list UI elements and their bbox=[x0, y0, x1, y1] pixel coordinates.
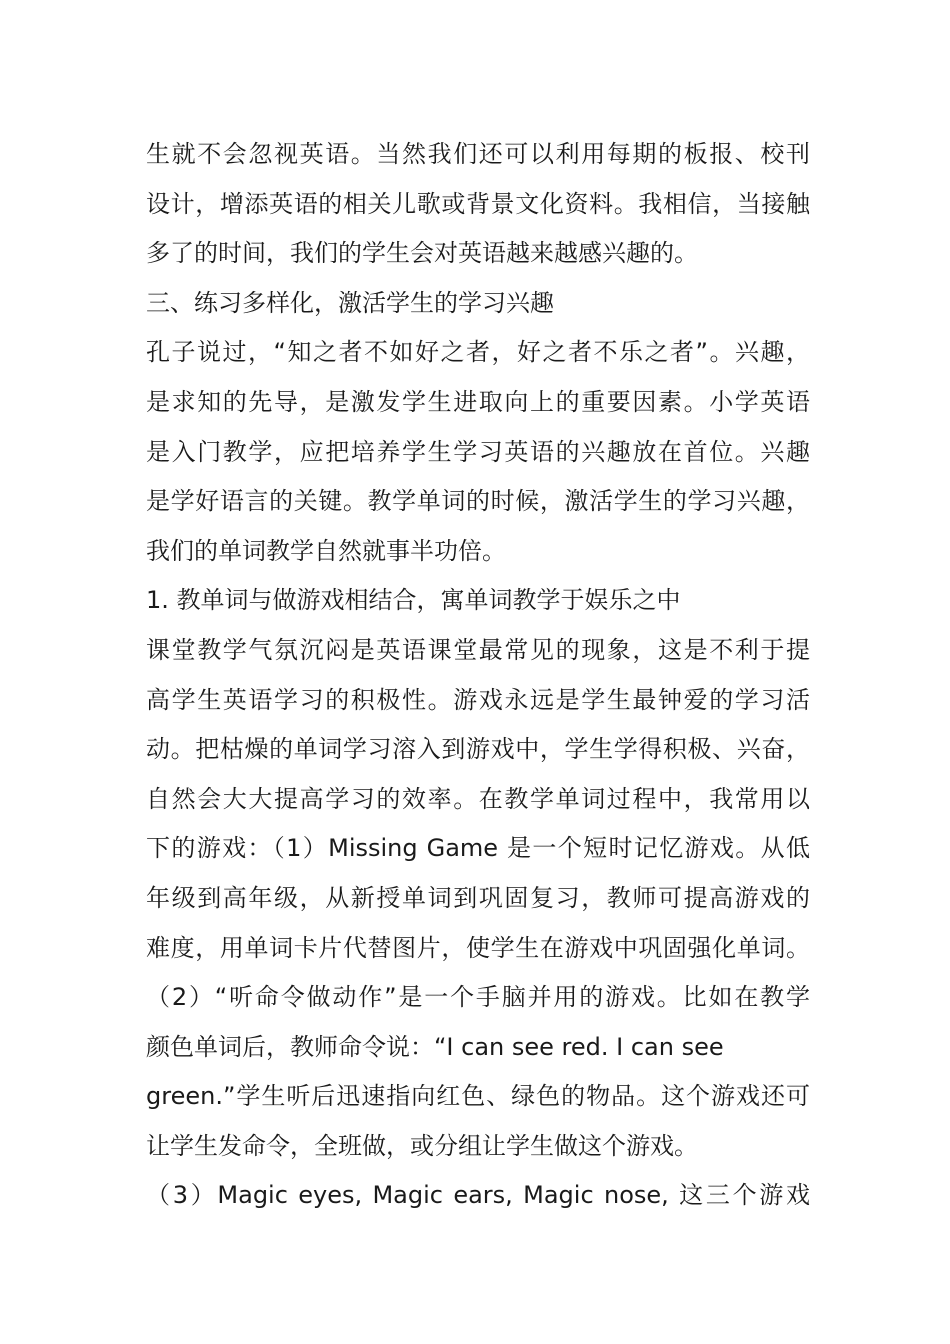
text-line: 是学好语言的关键。教学单词的时候，激活学生的学习兴趣， bbox=[146, 487, 810, 516]
text-line: 自然会大大提高学习的效率。在教学单词过程中，我常用以 bbox=[146, 784, 810, 813]
text-line: 我们的单词教学自然就事半功倍。 bbox=[146, 536, 506, 565]
text-line: green.”学生听后迅速指向红色、绿色的物品。这个游戏还可 bbox=[146, 1082, 810, 1111]
text-line: 动。把枯燥的单词学习溶入到游戏中，学生学得积极、兴奋， bbox=[146, 735, 810, 764]
section-heading: 三、练习多样化，激活学生的学习兴趣 bbox=[146, 288, 554, 317]
text-line: 难度，用单词卡片代替图片，使学生在游戏中巩固强化单词。 bbox=[146, 933, 810, 962]
text-line: 年级到高年级，从新授单词到巩固复习，教师可提高游戏的 bbox=[146, 883, 810, 912]
body-text bbox=[146, 130, 810, 1221]
text-line: （2）“听命令做动作”是一个手脑并用的游戏。比如在教学 bbox=[146, 983, 810, 1012]
text-line: 课堂教学气氛沉闷是英语课堂最常见的现象，这是不利于提 bbox=[146, 635, 810, 664]
text-line: 是求知的先导，是激发学生进取向上的重要因素。小学英语 bbox=[146, 387, 810, 416]
text-line: 高学生英语学习的积极性。游戏永远是学生最钟爱的学习活 bbox=[146, 685, 810, 714]
text-line: 孔子说过，“知之者不如好之者，好之者不乐之者”。兴趣， bbox=[146, 338, 810, 367]
text-line: 是入门教学，应把培养学生学习英语的兴趣放在首位。兴趣 bbox=[146, 437, 810, 466]
text-line: （3）Magic eyes, Magic ears, Magic nose, 这三个游戏 bbox=[146, 1181, 810, 1210]
subsection-heading: 1. 教单词与做游戏相结合，寓单词教学于娱乐之中 bbox=[146, 586, 681, 615]
text-line: 设计，增添英语的相关儿歌或背景文化资料。我相信，当接触 bbox=[146, 189, 810, 218]
text-line: 生就不会忽视英语。当然我们还可以利用每期的板报、校刊 bbox=[146, 140, 810, 168]
text-line: 让学生发命令，全班做，或分组让学生做这个游戏。 bbox=[146, 1131, 698, 1160]
text-line: 下的游戏：（1）Missing Game 是一个短时记忆游戏。从低 bbox=[146, 834, 810, 863]
text-line: 多了的时间，我们的学生会对英语越来越感兴趣的。 bbox=[146, 239, 698, 268]
text-line: 颜色单词后，教师命令说：“I can see red. I can see bbox=[146, 1032, 724, 1061]
